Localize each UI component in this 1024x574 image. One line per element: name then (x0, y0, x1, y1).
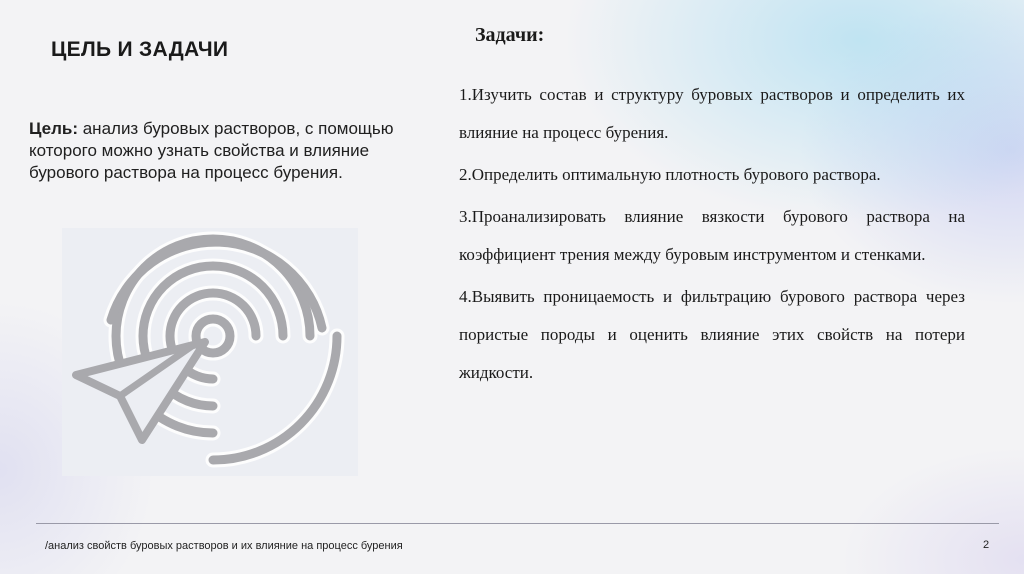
task-item-1: 1.Изучить состав и структуру буровых растворов и определить их влияние на процесс бурения. (459, 85, 965, 142)
target-ring-4 (213, 336, 337, 460)
tasks-list (459, 76, 965, 396)
goal-label: Цель: (29, 119, 78, 138)
tasks-heading: Задачи: (475, 24, 545, 46)
footer-divider (36, 523, 999, 524)
goal-text: анализ буровых растворов, с помощью которого можно узнать свойства и влияние бурового раствора на процесс бурения. (29, 119, 394, 182)
footer-text: /анализ свойств буровых растворов и их влияние на процесс бурения (45, 540, 403, 552)
task-item-4: 4.Выявить проницаемость и фильтрацию бурового раствора через пористые породы и оценить влияние этих свойств на потери жидкости. (459, 287, 965, 382)
task-item-3: 3.Проанализировать влияние вязкости бурового раствора на коэффициент трения между буровым инструментом и стенками. (459, 207, 965, 264)
target-image (62, 228, 358, 476)
page-number: 2 (983, 539, 990, 551)
target-with-arrow-icon (62, 228, 358, 476)
goal-paragraph (29, 118, 414, 184)
task-item-2: 2.Определить оптимальную плотность бурового раствора. (459, 165, 881, 184)
slide-title: ЦЕЛЬ И ЗАДАЧИ (51, 38, 229, 61)
